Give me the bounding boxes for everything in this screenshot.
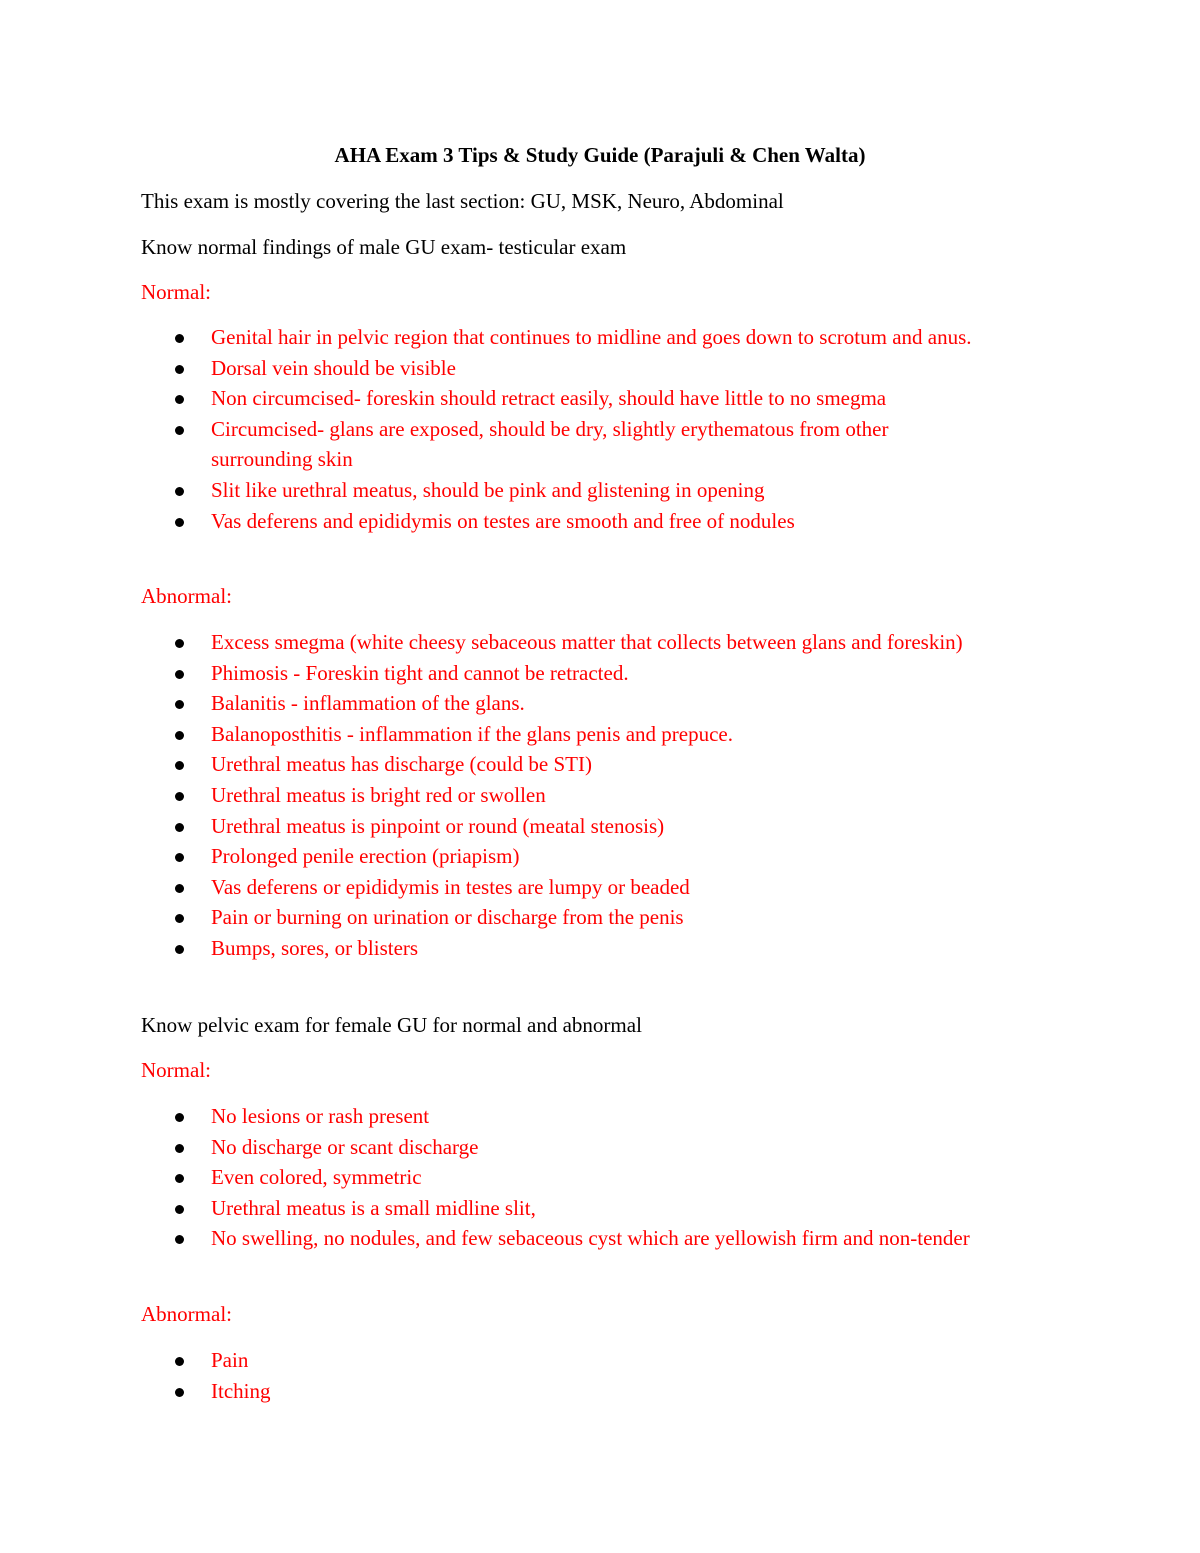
list-item: Excess smegma (white cheesy sebaceous matter that collects between glans and foreskin) — [175, 627, 1075, 658]
bullet-icon — [175, 426, 184, 435]
female-abnormal-list — [175, 1345, 1075, 1406]
male-normal-label: Normal: — [141, 280, 211, 304]
list-item: Urethral meatus is bright red or swollen — [175, 780, 1075, 811]
list-item: Genital hair in pelvic region that continues to midline and goes down to scrotum and anus. — [175, 322, 1021, 353]
bullet-icon — [175, 792, 184, 801]
list-item: Slit like urethral meatus, should be pink and glistening in opening — [175, 475, 1075, 506]
list-item: Pain or burning on urination or discharge from the penis — [175, 902, 1075, 933]
list-item: Non circumcised- foreskin should retract easily, should have little to no smegma — [175, 383, 1075, 414]
male-abnormal-label: Abnormal: — [141, 584, 232, 608]
female-normal-label: Normal: — [141, 1058, 211, 1082]
bullet-icon — [175, 853, 184, 862]
bullet-icon — [175, 945, 184, 954]
male-normal-list — [175, 322, 1075, 536]
list-item: Vas deferens or epididymis in testes are lumpy or beaded — [175, 872, 1075, 903]
bullet-icon — [175, 1235, 184, 1244]
bullet-icon — [175, 1113, 184, 1122]
bullet-icon — [175, 1388, 184, 1397]
bullet-icon — [175, 487, 184, 496]
bullet-icon — [175, 1144, 184, 1153]
list-item: No discharge or scant discharge — [175, 1132, 1075, 1163]
female-abnormal-label: Abnormal: — [141, 1302, 232, 1326]
intro-paragraph: This exam is mostly covering the last section: GU, MSK, Neuro, Abdominal — [141, 189, 784, 213]
list-item: No lesions or rash present — [175, 1101, 1075, 1132]
list-item: Circumcised- glans are exposed, should be dry, slightly erythematous from other surrounding skin — [175, 414, 981, 475]
bullet-icon — [175, 334, 184, 343]
bullet-icon — [175, 395, 184, 404]
list-item: Urethral meatus is pinpoint or round (meatal stenosis) — [175, 811, 1075, 842]
list-item: Pain — [175, 1345, 1075, 1376]
bullet-icon — [175, 761, 184, 770]
list-item: Dorsal vein should be visible — [175, 353, 1075, 384]
list-item: Vas deferens and epididymis on testes are smooth and free of nodules — [175, 506, 1075, 537]
female-normal-list — [175, 1101, 1075, 1254]
bullet-icon — [175, 731, 184, 740]
list-item: Prolonged penile erection (priapism) — [175, 841, 1075, 872]
list-item: Itching — [175, 1376, 1075, 1407]
male-abnormal-list — [175, 627, 1075, 964]
list-item: Urethral meatus has discharge (could be STI) — [175, 749, 1075, 780]
bullet-icon — [175, 700, 184, 709]
bullet-icon — [175, 1357, 184, 1366]
bullet-icon — [175, 823, 184, 832]
list-item: Balanitis - inflammation of the glans. — [175, 688, 1075, 719]
female-section-heading: Know pelvic exam for female GU for normal and abnormal — [141, 1013, 642, 1037]
bullet-icon — [175, 365, 184, 374]
bullet-icon — [175, 670, 184, 679]
bullet-icon — [175, 639, 184, 648]
bullet-icon — [175, 914, 184, 923]
list-item: Phimosis - Foreskin tight and cannot be retracted. — [175, 658, 1075, 689]
male-section-heading: Know normal findings of male GU exam- testicular exam — [141, 235, 627, 259]
bullet-icon — [175, 518, 184, 527]
bullet-icon — [175, 884, 184, 893]
bullet-icon — [175, 1174, 184, 1183]
bullet-icon — [175, 1205, 184, 1214]
list-item: Even colored, symmetric — [175, 1162, 1075, 1193]
list-item: Urethral meatus is a small midline slit, — [175, 1193, 1075, 1224]
list-item: Balanoposthitis - inflammation if the glans penis and prepuce. — [175, 719, 1075, 750]
document-title: AHA Exam 3 Tips & Study Guide (Parajuli & Chen Walta) — [334, 143, 866, 167]
list-item: Bumps, sores, or blisters — [175, 933, 1075, 964]
list-item: No swelling, no nodules, and few sebaceous cyst which are yellowish firm and non-tender — [175, 1223, 1011, 1254]
